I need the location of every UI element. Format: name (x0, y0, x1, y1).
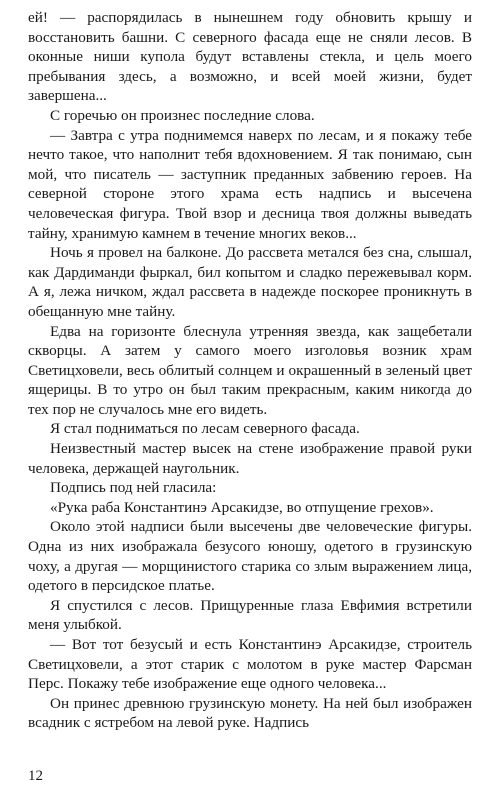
paragraph: — Завтра с утра поднимемся наверх по лесам, и я покажу тебе нечто такое, что наполнит тебя вдохновением. Я так понимаю, сын мой, что писатель — заступник преданных забвению героев. На северной стороне этого храма есть надпись и высечена человеческая фигура. Твой взор и десница твоя должны выведать тайну, хранимую камнем в течение многих веков... (28, 126, 472, 242)
paragraph: Подпись под ней гласила: (50, 479, 217, 497)
paragraph: Я стал подниматься по лесам северного фасада. (50, 420, 360, 438)
page-number: 12 (28, 768, 43, 784)
paragraph: «Рука раба Константинэ Арсакидзе, во отпущение грехов». (50, 498, 434, 516)
paragraph: Я спустился с лесов. Прищуренные глаза Евфимия встретили меня улыбкой. (28, 596, 472, 634)
book-page-text (28, 8, 472, 792)
paragraph: Едва на горизонте блеснула утренняя звезда, как защебетали скворцы. А затем у самого моего изголовья возник храм Светицховели, весь облитый солнцем и окрашенный в зеленый цвет ящерицы. В то утро он был таким прекрасным, каким никогда до тех пор не случалось мне его видеть. (28, 322, 472, 418)
paragraph: — Вот тот безусый и есть Константинэ Арсакидзе, строитель Светицховели, а этот старик с молотом в руке мастер Фарсман Перс. Покажу тебе изображение еще одного человека... (28, 636, 472, 693)
paragraph: Он принес древнюю грузинскую монету. На ней был изображен всадник с ястребом на левой руке. Надпись (28, 694, 472, 732)
paragraph: С горечью он произнес последние слова. (50, 106, 315, 124)
paragraph: ей! — распорядилась в нынешнем году обновить крышу и восстановить башни. С северного фасада еще не сняли лесов. В оконные ниши купола будут вставлены стекла, и цель моего пребывания здесь, а возможно, и всей моей жизни, будет завершена... (28, 9, 472, 105)
paragraph: Около этой надписи были высечены две человеческие фигуры. Одна из них изображала безусого юношу, одетого в грузинскую чоху, а другая — морщинистого старика со злым выражением лица, одетого в персидское платье. (28, 518, 472, 595)
paragraph: Неизвестный мастер высек на стене изображение правой руки человека, держащей наугольник. (28, 440, 472, 477)
paragraph: Ночь я провел на балконе. До рассвета метался без сна, слышал, как Дардиманди фыркал, бил копытом и сладко пережевывал корм. А я, лежа ничком, ждал рассвета в надежде поскорее проникнуть в обещанную мне тайну. (28, 244, 472, 320)
